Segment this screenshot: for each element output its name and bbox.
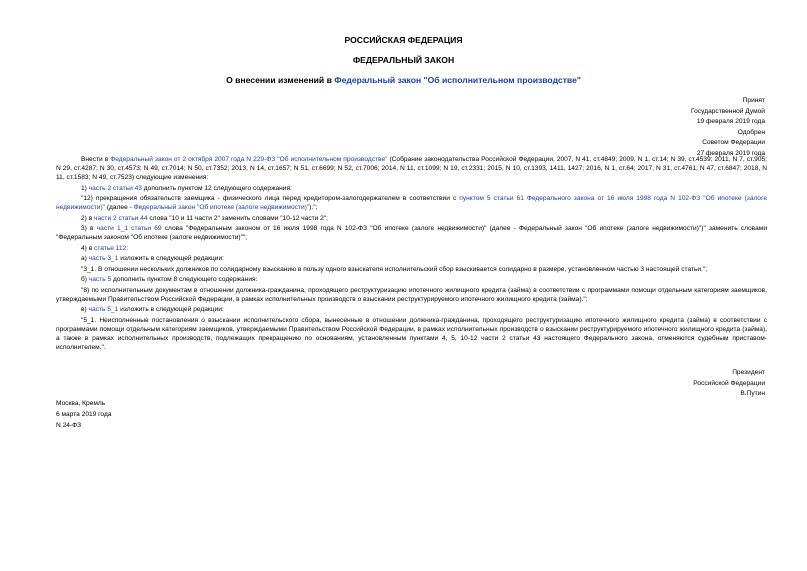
article-link[interactable]: часть 5 — [88, 276, 112, 284]
date-line: 6 марта 2019 года — [56, 410, 112, 418]
accepted-line: 27 февраля 2019 года — [696, 149, 765, 157]
paragraph-item-4 — [56, 244, 767, 253]
law-link[interactable]: Федеральный закон от 2 октября 2007 года N 229-ФЗ "Об исполнительном производстве" — [110, 156, 388, 163]
signature-line: Российской Федерации — [693, 379, 765, 387]
accepted-line: Принят — [742, 97, 765, 104]
paragraph-quote-5-1: "5_1. Неисполненные постановления о взыскании исполнительского сбора, вынесенные в отношении должника-гражданина, проходящего реструктуризацию ипотечного жилищного кредита (займа) в соответствии с программами помощи отдельным категориям заемщиков, утверждаемыми Правительством Российской Федерации, в рамках исполнительных производств о взыскании реструктурируемого ипотечного жилищного кредита (займа), а также в рамках исполнительных производств, подлежащих прекращению по основаниям, установленным пунктами 4, 5, 10-12 части 2 статьи 43 настоящего Федерального закона, отменяются судебным приставом-исполнителем.". — [56, 316, 767, 352]
paragraph-item-4c — [56, 305, 767, 314]
law-number: N 24-ФЗ — [56, 421, 82, 429]
doc-law-type: ФЕДЕРАЛЬНЫЙ ЗАКОН — [352, 55, 455, 65]
place-line: Москва, Кремль — [56, 400, 106, 407]
doc-title-link[interactable]: Федеральный закон "Об исполнительном производстве" — [334, 75, 581, 85]
accepted-line: 19 февраля 2019 года — [696, 118, 765, 126]
document-body — [56, 155, 767, 354]
text-run: б) — [81, 276, 89, 284]
signature-line: Президент — [732, 369, 765, 376]
article-link[interactable]: пунктом 5 статьи 61 Федерального закона от 16 июля 1998 года N 102-ФЗ "Об ипотеке (залоге недвижимости)" — [56, 195, 768, 212]
text-run: (Собрание законодательства Российской Федерации, 2007, N 41, ст.4849; 2009, N 1, ст.14; N 39, ст.4539; 2011, N 7, ст.905; N 29, ст.4287; N 30, ст.4573; N 49, ст.7014; N 50, ст.7352; 2013, N 14, ст.1657; N 51, ст.6699; N 52, ст.7006; 2014, N 11, ст.1099; N 19, ст.2331; 2015, N 10, ст.1393, 1411, 1427; 2016, N 1, ст.64; 2017, N 31, ст.4761; N 47, ст.6847; 2018, N 11, ст.1583; N 49, ст.7523) следующие изменения: — [56, 156, 767, 182]
place-date-block — [56, 399, 111, 431]
article-link[interactable]: части 1_1 статьи 69 — [96, 225, 162, 233]
text-run: слова "Федеральным законом от 16 июля 1998 года N 102-ФЗ "Об ипотеке (залоге недвижимости)" (далее - Федеральный закон "Об ипотеке (залоге недвижимости)")" заменить словами "Федеральным законом "Об ипотеке (залоге недвижимости)""; — [56, 225, 767, 242]
text-run: (далее - — [105, 204, 134, 212]
text-run: 1) — [81, 184, 89, 192]
paragraph-item-4b — [56, 275, 767, 284]
text-run: в) — [81, 306, 89, 314]
text-run: а) — [81, 255, 89, 263]
signature-line: В.Путин — [740, 390, 765, 398]
article-link[interactable]: части 2 статьи 44 — [94, 214, 148, 222]
text-run: "12) прекращения обязательств заемщика - физического лица перед кредитором-залогодержателем в соответствии с — [81, 195, 460, 203]
text-run: 2) в — [81, 214, 95, 222]
text-run: 4) в — [81, 244, 95, 252]
paragraph-quote-12 — [56, 194, 767, 212]
article-link[interactable]: часть 2 статьи 43 — [88, 184, 142, 192]
article-link[interactable]: статье 112 — [94, 244, 127, 252]
text-run: Внести в — [81, 156, 111, 163]
accepted-line: Одобрен — [737, 128, 765, 136]
doc-title-prefix: О внесении изменений в — [226, 75, 335, 85]
signature-block — [693, 368, 765, 400]
text-run: изложить в следующей редакции: — [118, 255, 224, 263]
accepted-line: Советом Федерации — [702, 139, 765, 147]
article-link[interactable]: часть 5_1 — [88, 306, 119, 314]
paragraph-item-3 — [56, 224, 767, 242]
text-run: : — [126, 244, 129, 252]
accepted-line: Государственной Думой — [691, 107, 765, 115]
text-run: слова "10 и 11 части 2" заменить словами "10-12 части 2"; — [147, 214, 329, 222]
paragraph-intro — [56, 155, 767, 182]
text-run: 3) в — [81, 225, 97, 233]
text-run: дополнить пунктом 8 следующего содержания: — [111, 276, 258, 284]
text-run: изложить в следующей редакции: — [118, 306, 224, 314]
text-run: )."; — [309, 204, 318, 212]
text-run: дополнить пунктом 12 следующего содержания: — [141, 184, 292, 192]
paragraph-quote-3-1: "3_1. В отношении нескольких должников по солидарному взысканию в пользу одного взыскателя исполнительский сбор взыскивается солидарно в размере, установленном частью 3 настоящей статьи."; — [81, 265, 708, 273]
paragraph-item-4a — [56, 254, 767, 263]
law-link[interactable]: Федеральный закон "Об ипотеке (залоге недвижимости)" — [133, 204, 310, 212]
accepted-block — [691, 96, 765, 160]
doc-header: РОССИЙСКАЯ ФЕДЕРАЦИЯ — [344, 35, 463, 45]
paragraph-quote-8: "8) по исполнительным документам в отношении должника-гражданина, проходящего реструктуризацию ипотечного жилищного кредита (займа) в соответствии с программами помощи отдельным категориям заемщиков, утверждаемыми Правительством Российской Федерации, в рамках исполнительных производств о взыскании реструктурируемого ипотечного жилищного кредита (займа)."; — [56, 286, 767, 303]
doc-title — [0, 76, 807, 85]
article-link[interactable]: часть 3_1 — [88, 255, 119, 263]
paragraph-item-1 — [56, 184, 767, 193]
paragraph-item-2 — [56, 214, 767, 223]
